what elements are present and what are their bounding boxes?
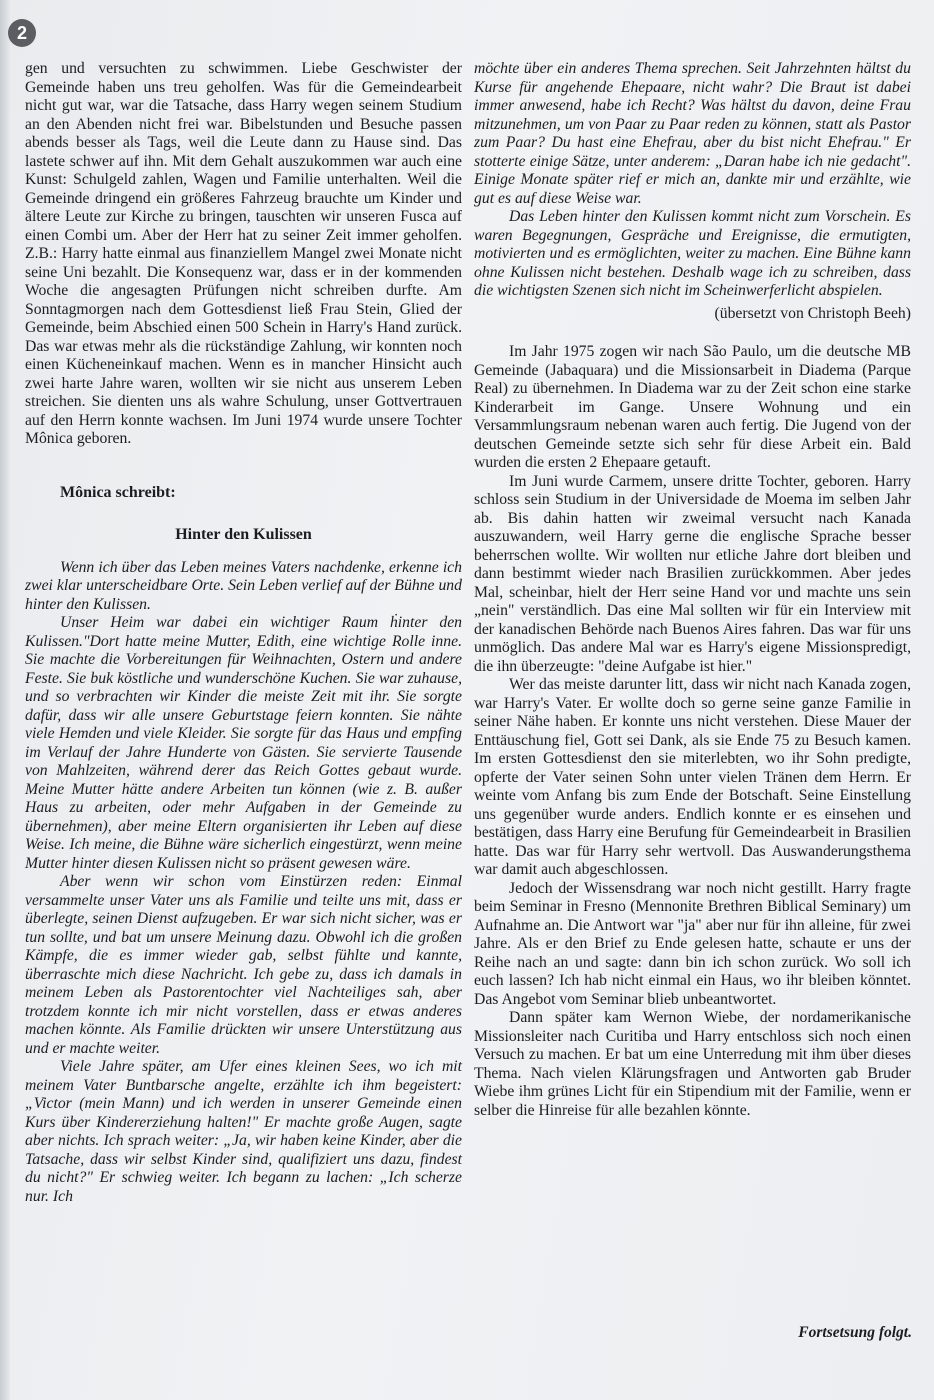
paragraph: Dann später kam Wernon Wiebe, der nordamerikanische Missionsleiter nach Curitiba und Harry entschloss sich noch einen Versuch zu machen. Er bat um eine Unterredung mit ihm über dieses Thema. Nach vielen Klärungsfragen und Antworten gab Bruder Wiebe ihm grünes Licht für ein Stipendium mit der Familie, wenn er selber die Hinreise für alle bezahlen könnte. <box>474 1009 911 1119</box>
right-column <box>474 60 911 1120</box>
section-author: Mônica schreibt: <box>60 483 176 501</box>
translator-credit: (übersetzt von Christoph Beeh) <box>714 304 911 322</box>
spacer <box>474 323 911 343</box>
left-column <box>25 60 462 1206</box>
paragraph: Wer das meiste darunter litt, dass wir nicht nach Kanada zogen, war Harry's Vater. Er wollte doch so gerne seine ganze Familie in seiner Nähe haben. Er konnte uns nicht verstehen. Diese Mauer der Enttäuschung fiel, Gott sei Dank, als sie Ende 75 zu Besuch kamen. Im ersten Gottesdienst den sie miterlebten, wo ihr Sohn predigte, opferte der Vater seinen Sohn unter vielen Tränen dem Herrn. Er weinte vom Anfang bis zum Ende der Botschaft. Seine Einstellung uns gegenüber wurde anders. Endlich konnte er es einsehen und bestätigen, dass Harry eine Berufung für Gemeindearbeit in Brasilien hatte. Das war für Harry sehr wertvoll. Das Auswanderungsthema war damit auch abgeschlossen. <box>474 676 911 878</box>
paragraph: Das Leben hinter den Kulissen kommt nicht zum Vorschein. Es waren Begegnungen, Gespräche und Ereignisse, die ermutigten, motivierten und es ermöglichten, weiter zu machen. Eine Bühne kann ohne Kulissen nicht bestehen. Deshalb wage ich zu schreiben, dass die wichtigsten Szenen sich nicht im Scheinwerferlicht abspielen. <box>474 208 911 299</box>
paragraph: Wenn ich über das Leben meines Vaters nachdenke, erkenne ich zwei klar unterscheidbare Orte. Sein Leben verlief auf der Bühne und hinter den Kulissen. <box>25 558 462 613</box>
page-edge-shadow <box>0 0 10 1400</box>
paragraph: gen und versuchten zu schwimmen. Liebe Geschwister der Gemeinde haben uns treu geholfen. Was für die Gemeindearbeit nicht gut war, war die Tatsache, dass Harry wegen seinem Studium an den Abenden nicht frei war. Bibelstunden und Besuche passen abends besser als Tags, weil die Leute dann zu Hause sind. Das lastete schwer auf ihn. Mit dem Gehalt auszukommen war auch eine Kunst: Schulgeld zahlen, Wagen und Familie unterhalten. Weil die Gemeinde dringend ein größeres Fahrzeug brauchte um Kinder und ältere Leute zur Kirche zu bringen, tauschten wir unseren Fusca auf einen Combi um. Aber der Herr hat zu seiner Zeit immer geholfen. Z.B.: Harry hatte einmal aus finanziellem Mangel zwei Monate nicht seine Uni bezahlt. Die Konsequenz war, dass er in der kommenden Woche die angesagten Prüfungen nicht schreiben durfte. Am Sonntagmorgen nach dem Gottesdienst ließ Frau Stein, Glied der Gemeinde, beim Abschied einen 500 Schein in Harry's Hand zurück. Das war etwas mehr als die rückständige Zahlung, wir konnten noch einen Kücheneinkauf machen. Wenn es in mancher Hinsicht auch zwei harte Jahre waren, wollten wir sie nicht aus unserem Leben streichen. Sie dienten uns als wahre Schulung, unser Gottvertrauen auf den Herrn konnte wachsen. Im Juni 1974 wurde unsere Tochter Mônica geboren. <box>25 60 462 447</box>
page-number-badge: 2 <box>8 19 36 47</box>
continued-note: Fortsetsung folgt. <box>798 1324 912 1341</box>
paragraph: Unser Heim war dabei ein wichtiger Raum ḣinter den Kulissen."Dort hatte meine Mutter, Edith, eine wichtige Rolle inne. Sie machte die Vorbereitungen für Weihnachten, Ostern und andere Feste. Sie buk köstliche und wunderschöne Kuchen. Sie war zuhause, und so verbrachten wir Kinder die meiste Zeit mit ihr. Sie sorgte dafür, dass wir alle unsere Geburtstage feiern konnten. Sie nähte viele Hemden und viele Kleider. Sie sorgte für das Haus und empfing im Verlauf der Jahre Hunderte von Gästen. Sie servierte Tausende von Mahlzeiten, während derer das Reich Gottes gebaut wurde. Meine Mutter hätte andere Arbeiten tun können (wie z. B. außer Haus zu arbeiten, oder mehr Aufgaben in der Gemeinde zu übernehmen), aber meine Eltern organisierten ihr Leben auf diese Weise. Ich meine, die Bühne wäre sicherlich eingestürzt, wenn meine Mutter hinter diesen Kulissen nicht so präsent gewesen wäre. <box>25 614 462 872</box>
paragraph: möchte über ein anderes Thema sprechen. Seit Jahrzehnten hältst du Kurse für angehende Ehepaare, nicht wahr? Die Braut ist dabei immer anwesend, habe ich Recht? Was hältst du davon, deine Frau mitzunehmen, um von Paar zu Paar reden zu können, statt als Pastor zum Paar? Du hast eine Ehefrau, aber du bist nicht Ehefrau." Er stotterte einige Sätze, unter anderem: „Daran habe ich nie gedacht". Einige Monate später rief er mich an, dankte mir und erzählte, wie gut es auf diese Weise war. <box>474 60 911 207</box>
paragraph: Im Jahr 1975 zogen wir nach São Paulo, um die deutsche MB Gemeinde (Jabaquara) und die Missionsarbeit in Diadema (Parque Real) zu übernehmen. In Diadema war zu der Zeit schon eine starke Kinderarbeit im Gange. Unsere Wohnung und ein Versammlungsraum nebenan waren auch fertig. Die Jugend von der deutschen Gemeinde setzte sich sehr für diese Arbeit ein. Bald wurden die ersten 2 Ehepaare getauft. <box>474 343 911 471</box>
paragraph: Aber wenn wir schon vom Einstürzen reden: Einmal versammelte unser Vater uns als Familie und teilte uns mit, dass er überlegte, seinen Dienst aufzugeben. Er war sich nicht sicher, was er tun sollte, und bat um unsere Meinung dazu. Obwohl ich die großen Kämpfe, die es immer wieder gab, selbst fühlte und kannte, überraschte mich diese Nachricht. Ich gebe zu, dass ich damals in meinem Leben als Pastorentochter viel Nachteiliges sah, aber trotzdem konnte ich mir nicht vorstellen, dass er etwas anderes machen könnte. Als Familie drückten wir unsere Unterstützung aus und er machte weiter. <box>25 873 462 1057</box>
paragraph: Jedoch der Wissensdrang war noch nicht gestillt. Harry fragte beim Seminar in Fresno (Mennonite Brethren Biblical Seminary) um Aufnahme an. Die Antwort war "ja" aber nur für ihn alleine, für zwei Jahre. Als er den Brief zu Ende gelesen hatte, schaute er uns der Reihe nach an und sagte: dann bin ich schon zurück. Wo soll ich euch lassen? Ich hab nicht einmal ein Haus, wo ihr bleiben könntet. Das Angebot vom Seminar blieb unbeantwortet. <box>474 879 911 1008</box>
paragraph: Im Juni wurde Carmem, unsere dritte Tochter, geboren. Harry schloss sein Studium in der Universidade de Moema im selben Jahr ab. Bis dahin hatten wir zweimal versucht nach Kanada auszuwandern, weil Harry gerne die englische Sprache besser beherrschen wollte. Wir wollten nur etliche Jahre dort bleiben und dann bestimmt wieder nach Brasilien zurückkommen. Aber jedes Mal, scheinbar, hielt der Herr seine Hand vor und machte uns sein „nein" verständlich. Das eine Mal sollten wir für ein Interview mit der kanadischen Behörde nach Buenos Aires fahren. Das war für uns unmöglich. Das andere Mal war es Harry's eigene Missionspredigt, die ihn überzeugte: "deine Aufgabe ist hier." <box>474 472 911 675</box>
paragraph: Viele Jahre später, am Ufer eines kleinen Sees, wo ich mit meinem Vater Buntbarsche angelte, erzählte ich ihm begeistert: „Victor (mein Mann) und ich werden in unserer Gemeinde einen Kurs über Kindererziehung halten!" Er machte große Augen, sagte aber nichts. Ich sprach weiter: „Ja, wir haben keine Kinder, aber die Tatsache, dass wir selbst Kinder sind, qualifiziert uns dazu, findest du nicht?" Er schwieg weiter. Ich begann zu lachen: „Ich scherze nur. Ich <box>25 1058 462 1205</box>
section-title: Hinter den Kulissen <box>175 526 312 543</box>
